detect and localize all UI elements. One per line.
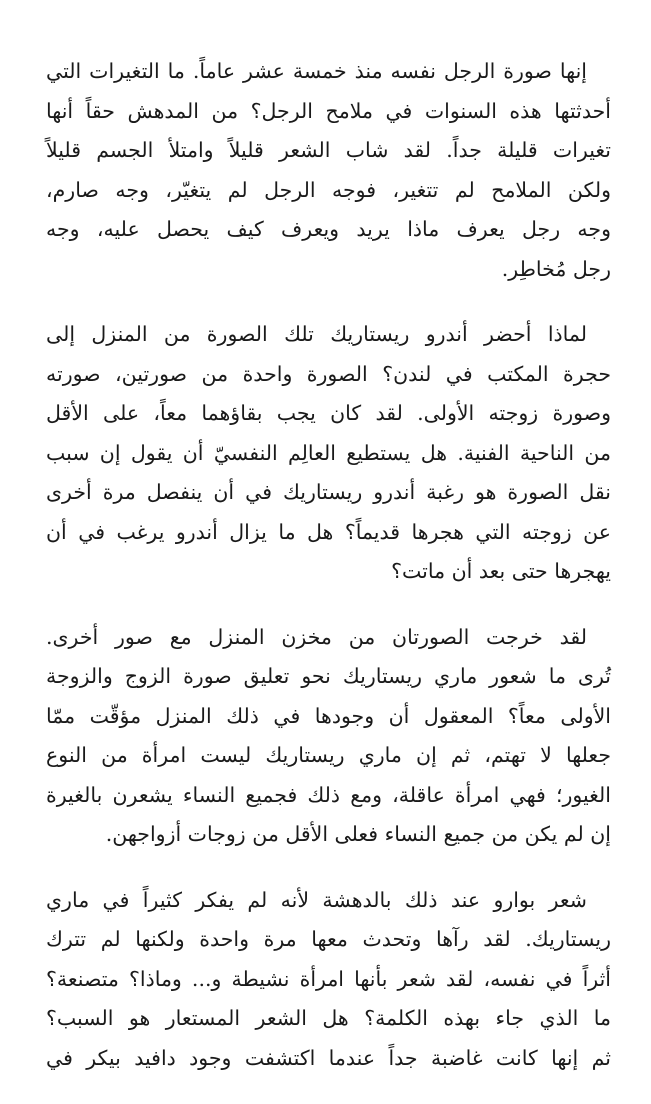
text-line: وصورة زوجته الأولى. لقد كان يجب بقاؤهما معاً، على الأقل bbox=[46, 401, 611, 425]
text-line: ولكن الملامح لم تتغير، فوجه الرجل لم يتغيّر، وجه صارم، bbox=[46, 177, 611, 202]
text-line: الأولى معاً؟ المعقول أن وجودها في ذلك المنزل مؤقّت ممّا bbox=[46, 703, 611, 728]
text-line: حجرة المكتب في لندن؟ الصورة واحدة من صورتين، صورته bbox=[46, 361, 611, 386]
text-line: من الناحية الفنية. هل يستطيع العالِم النفسيّ أن يقول إن سبب bbox=[46, 440, 611, 465]
text-line: لماذا أحضر أندرو ريستاريك تلك الصورة من المنزل إلى bbox=[46, 322, 587, 346]
paragraph bbox=[46, 315, 611, 592]
text-line: عن زوجته التي هجرها قديماً؟ هل ما يزال أندرو يرغب في أن bbox=[46, 519, 611, 544]
text-line: إن لم يكن من جميع النساء فعلى الأقل من زوجات أزواجهن. bbox=[105, 822, 611, 846]
book-page bbox=[46, 52, 611, 1104]
text-line: ثم إنها كانت غاضبة جداً عندما اكتشفت وجود دافيد بيكر في bbox=[46, 1045, 611, 1070]
text-line: أثراً في نفسه، لقد شعر بأنها امرأة نشيطة و... وماذا؟ متصنعة؟ bbox=[46, 966, 611, 991]
paragraph bbox=[46, 52, 611, 289]
text-line: أحدثتها هذه السنوات في ملامح الرجل؟ من المدهش حقاً أنها bbox=[46, 98, 611, 123]
text-line: الغيور؛ فهي امرأة عاقلة، ومع ذلك فجميع النساء يشعرن بالغيرة bbox=[46, 782, 611, 807]
text-line: جعلها لا تهتم، ثم إن ماري ريستاريك ليست امرأة من النوع bbox=[46, 743, 611, 767]
text-line: لقد خرجت الصورتان من مخزن المنزل مع صور أخرى. bbox=[46, 624, 587, 649]
text-line: تُرى ما شعور ماري ريستاريك نحو تعليق صورة الزوج والزوجة bbox=[46, 664, 611, 688]
text-line: تغيرات قليلة جداً. لقد شاب الشعر قليلاً وامتلأ الجسم قليلاً bbox=[46, 138, 611, 162]
text-line: نقل الصورة هو رغبة أندرو ريستاريك في أن ينفصل مرة أخرى bbox=[46, 480, 611, 504]
text-line: وجه رجل يعرف ماذا يريد ويعرف كيف يحصل عليه، وجه bbox=[46, 217, 611, 241]
text-line: رجل مُخاطِر. bbox=[501, 256, 611, 281]
text-line: إنها صورة الرجل نفسه منذ خمسة عشر عاماً. ما التغيرات التي bbox=[46, 59, 587, 83]
text-line: يهجرها حتى بعد أن ماتت؟ bbox=[391, 559, 611, 583]
text-line: ما الذي جاء بهذه الكلمة؟ هل الشعر المستعار هو السبب؟ bbox=[46, 1006, 611, 1030]
paragraph bbox=[46, 881, 611, 1079]
text-line: ريستاريك. لقد رآها وتحدث معها مرة واحدة ولكنها لم تترك bbox=[46, 927, 611, 951]
paragraph bbox=[46, 618, 611, 855]
text-line: شعر بوارو عند ذلك بالدهشة لأنه لم يفكر كثيراً في ماري bbox=[46, 887, 587, 912]
